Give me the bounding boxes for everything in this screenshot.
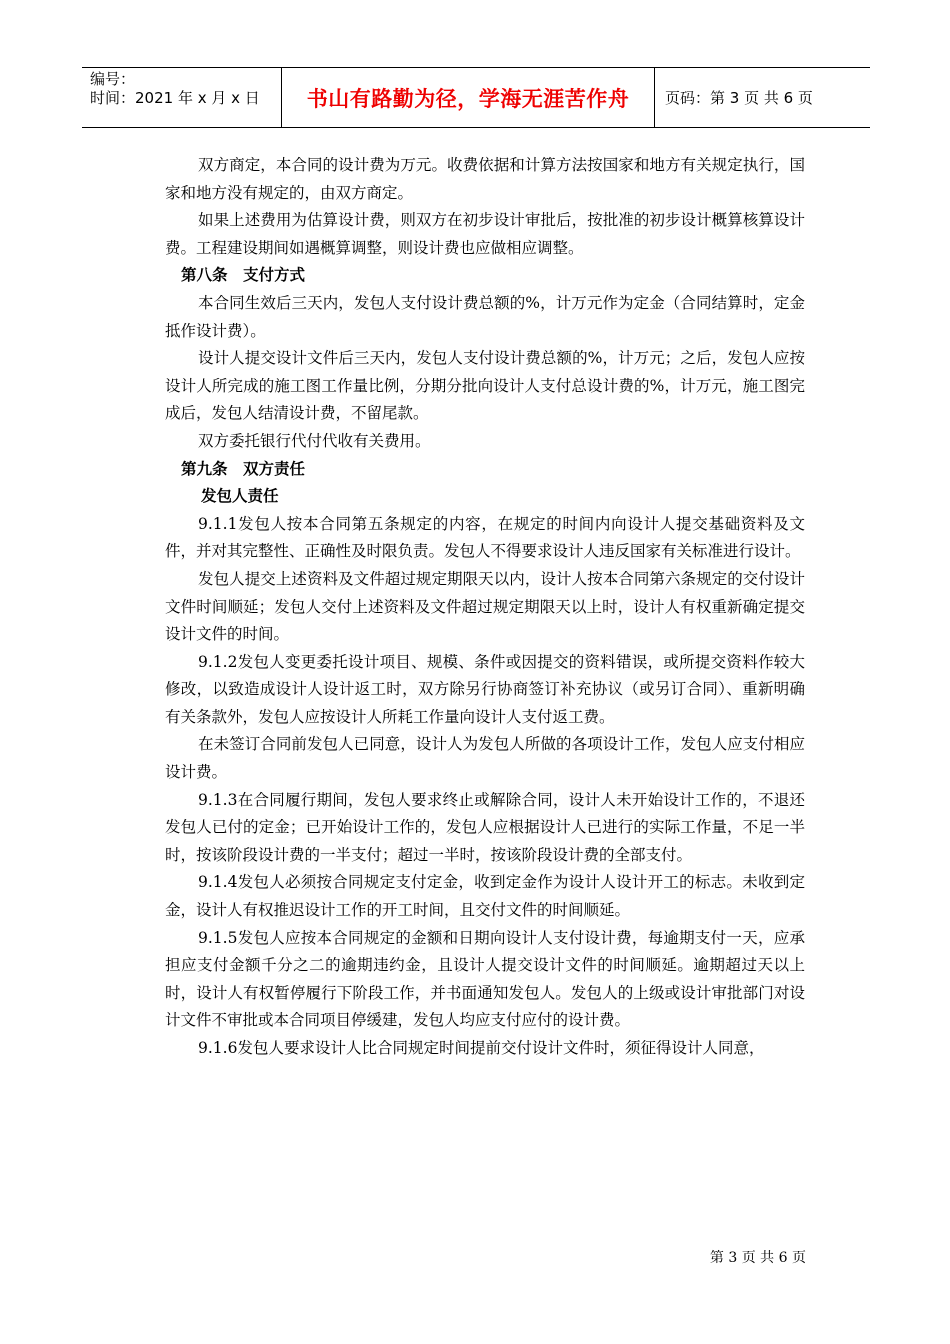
header-meta (82, 68, 282, 127)
paragraph: 设计人提交设计文件后三天内，发包人支付设计费总额的%，计万元；之后，发包人应按设计人所完成的施工图工作量比例，分期分批向设计人支付总设计费的%，计万元，施工图完成后，发包人结清设计费，不留尾款。 (165, 349, 805, 423)
header-page-number: 页码：第 3 页 共 6 页 (665, 89, 813, 107)
paragraph: 9.1.3在合同履行期间，发包人要求终止或解除合同，设计人未开始设计工作的，不退还发包人已付的定金；已开始设计工作的，发包人应根据设计人已进行的实际工作量，不足一半时，按该阶段设计费的一半支付；超过一半时，按该阶段设计费的全部支付。 (165, 790, 805, 864)
page-footer: 第 3 页 共 6 页 (709, 1250, 806, 1266)
paragraph: 双方商定，本合同的设计费为万元。收费依据和计算方法按国家和地方有关规定执行，国家和地方没有规定的，由双方商定。 (165, 156, 805, 202)
page-header (82, 67, 870, 128)
subsection-heading-client-duties: 发包人责任 (201, 487, 279, 506)
paragraph: 9.1.2发包人变更委托设计项目、规模、条件或因提交的资料错误，或所提交资料作较大修改，以致造成设计人设计返工时，双方除另行协商签订补充协议（或另订合同）、重新明确有关条款外，发包人应按设计人所耗工作量向设计人支付返工费。 (165, 652, 805, 726)
paragraph: 9.1.6发包人要求设计人比合同规定时间提前交付设计文件时，须征得设计人同意， (198, 1039, 765, 1057)
document-number-label: 编号： (90, 70, 136, 88)
paragraph: 9.1.5发包人应按本合同规定的金额和日期向设计人支付设计费，每逾期支付一天，应承担应支付金额千分之二的逾期违约金，且设计人提交设计文件的时间顺延。逾期超过天以上时，设计人有权暂停履行下阶段工作，并书面通知发包人。发包人的上级或设计审批部门对设计文件不审批或本合同项目停缓建，发包人均应支付应付的设计费。 (165, 928, 805, 1030)
paragraph: 9.1.4发包人必须按合同规定支付定金，收到定金作为设计人设计开工的标志。未收到定金，设计人有权推迟设计工作的开工时间，且交付文件的时间顺延。 (165, 873, 805, 920)
section-heading-article-9: 第九条 双方责任 (181, 459, 306, 478)
paragraph: 在未签订合同前发包人已同意，设计人为发包人所做的各项设计工作，发包人应支付相应设计费。 (165, 735, 805, 782)
document-date: 时间：2021 年 x 月 x 日 (90, 89, 260, 107)
paragraph: 如果上述费用为估算设计费，则双方在初步设计审批后，按批准的初步设计概算核算设计费。工程建设期间如遇概算调整，则设计费也应做相应调整。 (165, 211, 805, 257)
paragraph: 9.1.1发包人按本合同第五条规定的内容，在规定的时间内向设计人提交基础资料及文件，并对其完整性、正确性及时限负责。发包人不得要求设计人违反国家有关标准进行设计。 (165, 514, 805, 561)
paragraph: 发包人提交上述资料及文件超过规定期限天以内，设计人按本合同第六条规定的交付设计文件时间顺延；发包人交付上述资料及文件超过规定期限天以上时，设计人有权重新确定提交设计文件的时间。 (165, 569, 805, 644)
document-body (165, 152, 805, 1063)
paragraph: 双方委托银行代付代收有关费用。 (198, 431, 431, 450)
header-motto: 书山有路勤为径，学海无涯苦作舟 (282, 68, 655, 127)
paragraph: 本合同生效后三天内，发包人支付设计费总额的%，计万元作为定金（合同结算时，定金抵作设计费）。 (165, 293, 805, 340)
section-heading-article-8: 第八条 支付方式 (181, 266, 306, 285)
